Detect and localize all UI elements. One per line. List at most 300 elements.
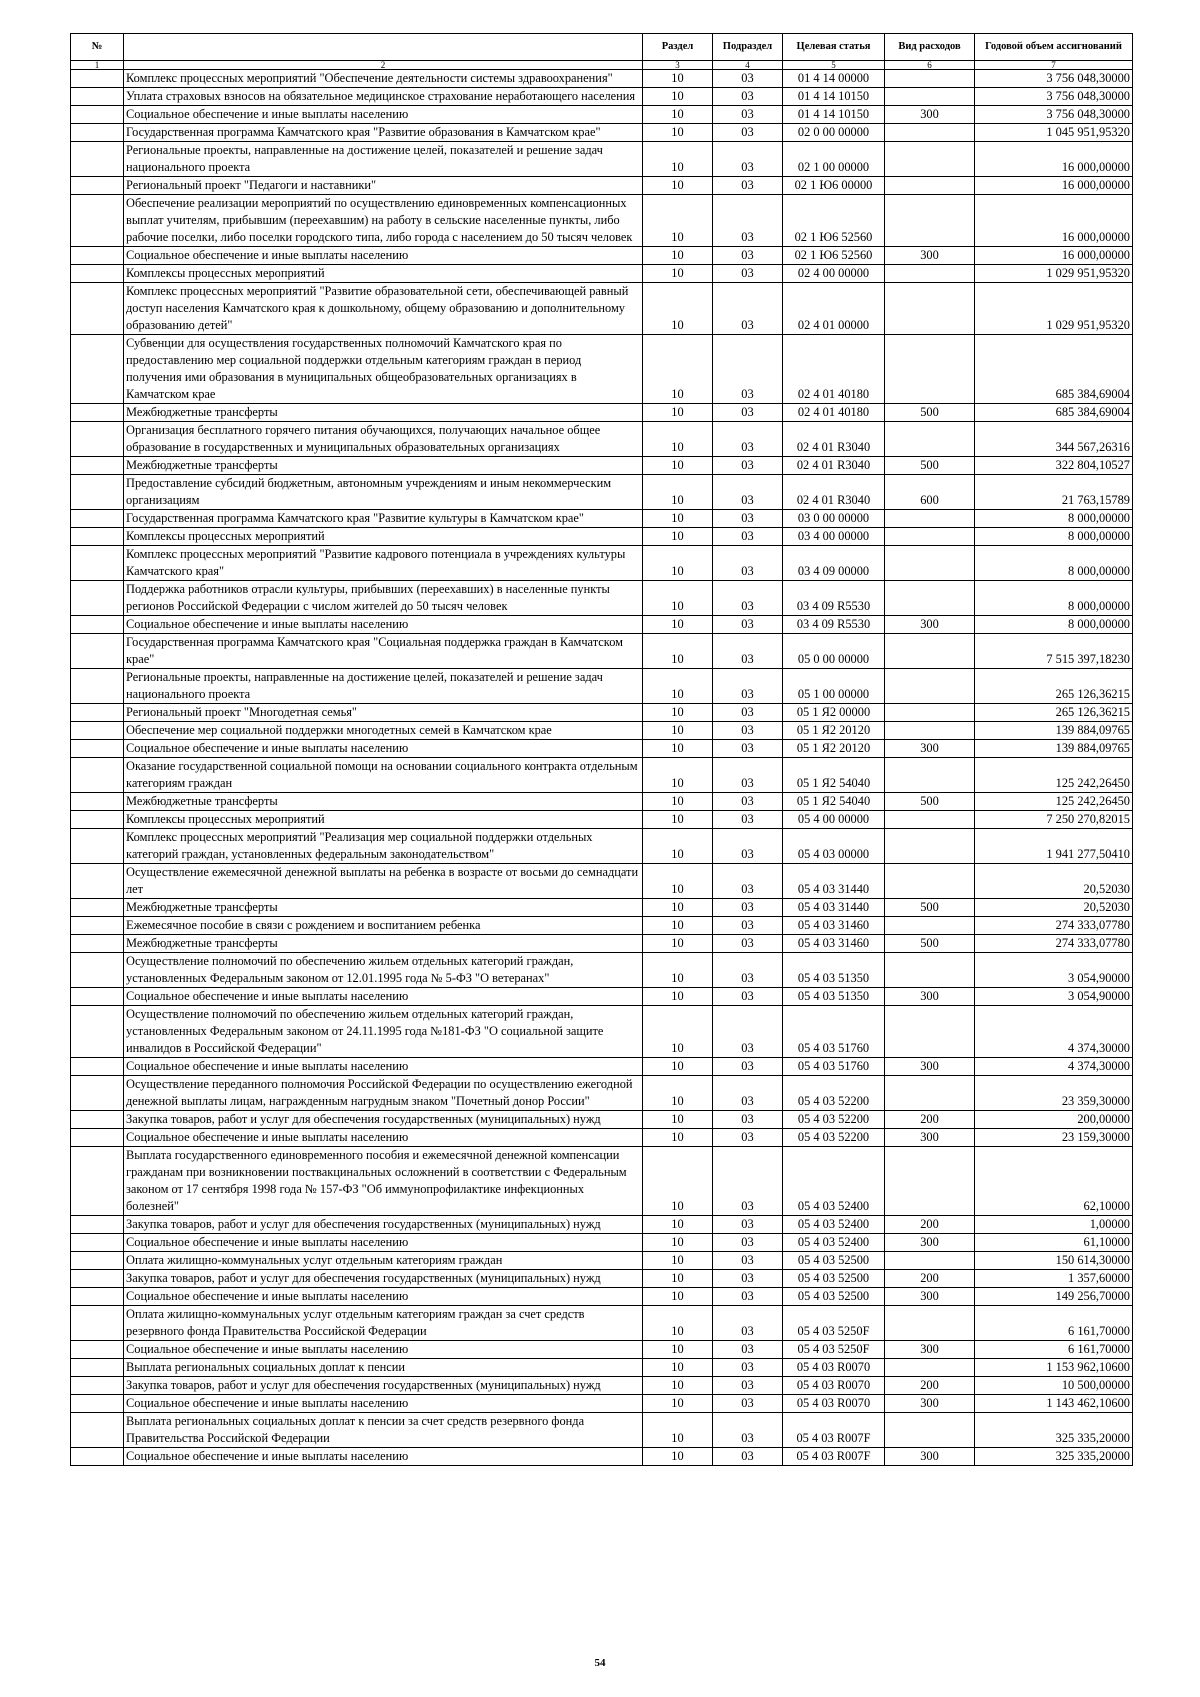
table-row xyxy=(71,988,1133,1006)
row-number-cell xyxy=(71,1234,124,1252)
row-razdel-cell: 10 xyxy=(643,758,713,793)
row-name-cell: Социальное обеспечение и иные выплаты населению xyxy=(124,616,643,634)
row-razdel-cell: 10 xyxy=(643,811,713,829)
row-razdel-cell: 10 xyxy=(643,1006,713,1058)
row-target-article-cell: 05 4 03 52500 xyxy=(783,1288,885,1306)
row-target-article-cell: 05 1 Я2 00000 xyxy=(783,704,885,722)
row-razdel-cell: 10 xyxy=(643,475,713,510)
row-target-article-cell: 01 4 14 10150 xyxy=(783,106,885,124)
row-razdel-cell: 10 xyxy=(643,510,713,528)
row-name-cell: Региональные проекты, направленные на достижение целей, показателей и решение задач национального проекта xyxy=(124,669,643,704)
row-name-cell: Социальное обеспечение и иные выплаты населению xyxy=(124,740,643,758)
row-podrazdel-cell: 03 xyxy=(713,1111,783,1129)
row-number-cell xyxy=(71,1129,124,1147)
row-podrazdel-cell: 03 xyxy=(713,1270,783,1288)
table-row xyxy=(71,265,1133,283)
row-target-article-cell: 01 4 14 00000 xyxy=(783,70,885,88)
row-target-article-cell: 05 4 03 R007F xyxy=(783,1413,885,1448)
row-amount-cell: 274 333,07780 xyxy=(975,935,1133,953)
row-expense-type-cell xyxy=(885,1252,975,1270)
row-name-cell: Обеспечение мер социальной поддержки многодетных семей в Камчатском крае xyxy=(124,722,643,740)
row-target-article-cell: 03 4 09 00000 xyxy=(783,546,885,581)
row-podrazdel-cell: 03 xyxy=(713,793,783,811)
row-number-cell xyxy=(71,704,124,722)
table-row xyxy=(71,106,1133,124)
row-number-cell xyxy=(71,917,124,935)
row-name-cell: Комплексы процессных мероприятий xyxy=(124,528,643,546)
row-target-article-cell: 02 4 01 R3040 xyxy=(783,422,885,457)
row-razdel-cell: 10 xyxy=(643,1111,713,1129)
table-row xyxy=(71,935,1133,953)
row-amount-cell: 10 500,00000 xyxy=(975,1377,1133,1395)
row-name-cell: Государственная программа Камчатского края "Социальная поддержка граждан в Камчатском крае" xyxy=(124,634,643,669)
row-expense-type-cell xyxy=(885,704,975,722)
row-name-cell: Оказание государственной социальной помощи на основании социального контракта отдельным категориям граждан xyxy=(124,758,643,793)
row-expense-type-cell xyxy=(885,283,975,335)
row-podrazdel-cell: 03 xyxy=(713,1306,783,1341)
row-podrazdel-cell: 03 xyxy=(713,1341,783,1359)
row-expense-type-cell: 300 xyxy=(885,106,975,124)
row-expense-type-cell: 300 xyxy=(885,247,975,265)
row-razdel-cell: 10 xyxy=(643,1377,713,1395)
row-amount-cell: 4 374,30000 xyxy=(975,1006,1133,1058)
row-razdel-cell: 10 xyxy=(643,1341,713,1359)
row-podrazdel-cell: 03 xyxy=(713,704,783,722)
row-expense-type-cell: 300 xyxy=(885,1129,975,1147)
header-expense-type: Вид расходов xyxy=(885,34,975,61)
row-name-cell: Закупка товаров, работ и услуг для обеспечения государственных (муниципальных) нужд xyxy=(124,1111,643,1129)
header-razdel: Раздел xyxy=(643,34,713,61)
row-expense-type-cell xyxy=(885,88,975,106)
row-target-article-cell: 02 4 01 R3040 xyxy=(783,457,885,475)
row-number-cell xyxy=(71,404,124,422)
row-name-cell: Социальное обеспечение и иные выплаты населению xyxy=(124,1341,643,1359)
table-row xyxy=(71,528,1133,546)
row-razdel-cell: 10 xyxy=(643,124,713,142)
row-razdel-cell: 10 xyxy=(643,1234,713,1252)
row-expense-type-cell: 300 xyxy=(885,1288,975,1306)
row-expense-type-cell xyxy=(885,528,975,546)
row-podrazdel-cell: 03 xyxy=(713,1448,783,1466)
row-number-cell xyxy=(71,510,124,528)
row-number-cell xyxy=(71,88,124,106)
row-expense-type-cell: 300 xyxy=(885,1448,975,1466)
row-podrazdel-cell: 03 xyxy=(713,422,783,457)
row-expense-type-cell xyxy=(885,195,975,247)
row-razdel-cell: 10 xyxy=(643,793,713,811)
row-podrazdel-cell: 03 xyxy=(713,88,783,106)
row-name-cell: Межбюджетные трансферты xyxy=(124,404,643,422)
row-razdel-cell: 10 xyxy=(643,1270,713,1288)
row-expense-type-cell xyxy=(885,1413,975,1448)
row-expense-type-cell xyxy=(885,546,975,581)
row-razdel-cell: 10 xyxy=(643,988,713,1006)
row-expense-type-cell: 200 xyxy=(885,1270,975,1288)
row-expense-type-cell xyxy=(885,581,975,616)
row-name-cell: Закупка товаров, работ и услуг для обеспечения государственных (муниципальных) нужд xyxy=(124,1377,643,1395)
row-razdel-cell: 10 xyxy=(643,1252,713,1270)
row-expense-type-cell xyxy=(885,265,975,283)
table-row xyxy=(71,581,1133,616)
table-row xyxy=(71,1076,1133,1111)
row-razdel-cell: 10 xyxy=(643,528,713,546)
row-amount-cell: 1 153 962,10600 xyxy=(975,1359,1133,1377)
table-row xyxy=(71,953,1133,988)
row-target-article-cell: 05 4 03 R007F xyxy=(783,1448,885,1466)
row-expense-type-cell xyxy=(885,1076,975,1111)
column-number: 2 xyxy=(124,61,643,70)
row-expense-type-cell: 500 xyxy=(885,457,975,475)
row-podrazdel-cell: 03 xyxy=(713,1216,783,1234)
column-number: 4 xyxy=(713,61,783,70)
row-podrazdel-cell: 03 xyxy=(713,1377,783,1395)
row-target-article-cell: 02 4 00 00000 xyxy=(783,265,885,283)
row-target-article-cell: 02 1 Ю6 52560 xyxy=(783,195,885,247)
row-expense-type-cell xyxy=(885,1006,975,1058)
row-number-cell xyxy=(71,142,124,177)
row-expense-type-cell: 300 xyxy=(885,1341,975,1359)
row-name-cell: Закупка товаров, работ и услуг для обеспечения государственных (муниципальных) нужд xyxy=(124,1216,643,1234)
row-number-cell xyxy=(71,546,124,581)
row-razdel-cell: 10 xyxy=(643,740,713,758)
row-target-article-cell: 02 1 00 00000 xyxy=(783,142,885,177)
table-row xyxy=(71,899,1133,917)
row-name-cell: Осуществление полномочий по обеспечению жильем отдельных категорий граждан, установленных Федеральным законом от 12.01.1995 года № 5-ФЗ "О ветеранах" xyxy=(124,953,643,988)
row-expense-type-cell xyxy=(885,634,975,669)
row-number-cell xyxy=(71,70,124,88)
row-podrazdel-cell: 03 xyxy=(713,510,783,528)
row-razdel-cell: 10 xyxy=(643,953,713,988)
row-expense-type-cell xyxy=(885,142,975,177)
row-expense-type-cell: 300 xyxy=(885,988,975,1006)
table-row xyxy=(71,1129,1133,1147)
row-expense-type-cell xyxy=(885,829,975,864)
row-number-cell xyxy=(71,528,124,546)
row-podrazdel-cell: 03 xyxy=(713,546,783,581)
row-number-cell xyxy=(71,195,124,247)
row-target-article-cell: 05 4 03 52400 xyxy=(783,1147,885,1216)
header-name xyxy=(124,34,643,61)
row-razdel-cell: 10 xyxy=(643,283,713,335)
row-podrazdel-cell: 03 xyxy=(713,1058,783,1076)
row-amount-cell: 325 335,20000 xyxy=(975,1448,1133,1466)
row-target-article-cell: 05 4 03 52200 xyxy=(783,1129,885,1147)
row-podrazdel-cell: 03 xyxy=(713,265,783,283)
table-row xyxy=(71,704,1133,722)
row-razdel-cell: 10 xyxy=(643,1448,713,1466)
row-razdel-cell: 10 xyxy=(643,829,713,864)
row-podrazdel-cell: 03 xyxy=(713,1147,783,1216)
row-expense-type-cell: 200 xyxy=(885,1216,975,1234)
row-number-cell xyxy=(71,1058,124,1076)
table-row xyxy=(71,669,1133,704)
row-podrazdel-cell: 03 xyxy=(713,195,783,247)
row-number-cell xyxy=(71,1076,124,1111)
table-row xyxy=(71,740,1133,758)
row-amount-cell: 20,52030 xyxy=(975,899,1133,917)
row-podrazdel-cell: 03 xyxy=(713,1288,783,1306)
row-number-cell xyxy=(71,265,124,283)
row-amount-cell: 7 250 270,82015 xyxy=(975,811,1133,829)
row-name-cell: Комплексы процессных мероприятий xyxy=(124,811,643,829)
row-number-cell xyxy=(71,1395,124,1413)
table-row xyxy=(71,1306,1133,1341)
row-target-article-cell: 05 0 00 00000 xyxy=(783,634,885,669)
row-podrazdel-cell: 03 xyxy=(713,740,783,758)
row-amount-cell: 1 357,60000 xyxy=(975,1270,1133,1288)
table-row xyxy=(71,283,1133,335)
row-name-cell: Комплекс процессных мероприятий "Обеспечение деятельности системы здравоохранения" xyxy=(124,70,643,88)
table-row xyxy=(71,510,1133,528)
row-number-cell xyxy=(71,1306,124,1341)
row-amount-cell: 125 242,26450 xyxy=(975,793,1133,811)
row-podrazdel-cell: 03 xyxy=(713,142,783,177)
row-amount-cell: 125 242,26450 xyxy=(975,758,1133,793)
row-amount-cell: 325 335,20000 xyxy=(975,1413,1133,1448)
row-amount-cell: 149 256,70000 xyxy=(975,1288,1133,1306)
row-name-cell: Субвенции для осуществления государственных полномочий Камчатского края по предоставлению мер социальной поддержки отдельным категориям граждан в период получения ими образования в муниципальных общеобразовательных организациях в Камчатском крае xyxy=(124,335,643,404)
column-number: 5 xyxy=(783,61,885,70)
row-expense-type-cell xyxy=(885,669,975,704)
row-target-article-cell: 05 1 Я2 54040 xyxy=(783,793,885,811)
row-amount-cell: 265 126,36215 xyxy=(975,669,1133,704)
row-amount-cell: 3 756 048,30000 xyxy=(975,88,1133,106)
row-name-cell: Выплата региональных социальных доплат к пенсии за счет средств резервного фонда Правительства Российской Федерации xyxy=(124,1413,643,1448)
row-name-cell: Социальное обеспечение и иные выплаты населению xyxy=(124,1129,643,1147)
row-amount-cell: 200,00000 xyxy=(975,1111,1133,1129)
budget-allocation-table xyxy=(70,33,1133,1466)
header-annual-volume: Годовой объем ассигнований xyxy=(975,34,1133,61)
row-amount-cell: 265 126,36215 xyxy=(975,704,1133,722)
table-row xyxy=(71,758,1133,793)
row-number-cell xyxy=(71,793,124,811)
row-number-cell xyxy=(71,475,124,510)
row-target-article-cell: 05 4 03 52400 xyxy=(783,1216,885,1234)
row-target-article-cell: 05 4 03 31460 xyxy=(783,917,885,935)
row-target-article-cell: 05 4 03 52500 xyxy=(783,1252,885,1270)
row-name-cell: Государственная программа Камчатского края "Развитие культуры в Камчатском крае" xyxy=(124,510,643,528)
row-number-cell xyxy=(71,335,124,404)
row-razdel-cell: 10 xyxy=(643,177,713,195)
row-expense-type-cell xyxy=(885,124,975,142)
row-number-cell xyxy=(71,422,124,457)
header-number: № xyxy=(71,34,124,61)
row-name-cell: Социальное обеспечение и иные выплаты населению xyxy=(124,1395,643,1413)
row-number-cell xyxy=(71,1111,124,1129)
row-amount-cell: 274 333,07780 xyxy=(975,917,1133,935)
row-number-cell xyxy=(71,1413,124,1448)
column-number: 3 xyxy=(643,61,713,70)
row-podrazdel-cell: 03 xyxy=(713,1129,783,1147)
row-podrazdel-cell: 03 xyxy=(713,70,783,88)
header-podrazdel: Подраздел xyxy=(713,34,783,61)
table-row xyxy=(71,616,1133,634)
row-amount-cell: 6 161,70000 xyxy=(975,1341,1133,1359)
row-razdel-cell: 10 xyxy=(643,70,713,88)
row-target-article-cell: 05 4 03 5250F xyxy=(783,1306,885,1341)
row-number-cell xyxy=(71,1216,124,1234)
row-amount-cell: 322 804,10527 xyxy=(975,457,1133,475)
row-razdel-cell: 10 xyxy=(643,1359,713,1377)
row-number-cell xyxy=(71,1341,124,1359)
row-razdel-cell: 10 xyxy=(643,935,713,953)
row-amount-cell: 685 384,69004 xyxy=(975,335,1133,404)
row-target-article-cell: 05 4 03 R0070 xyxy=(783,1359,885,1377)
row-amount-cell: 6 161,70000 xyxy=(975,1306,1133,1341)
row-number-cell xyxy=(71,1288,124,1306)
header-target-article: Целевая статья xyxy=(783,34,885,61)
row-podrazdel-cell: 03 xyxy=(713,917,783,935)
row-number-cell xyxy=(71,988,124,1006)
row-number-cell xyxy=(71,864,124,899)
row-expense-type-cell xyxy=(885,177,975,195)
row-razdel-cell: 10 xyxy=(643,917,713,935)
row-expense-type-cell xyxy=(885,70,975,88)
row-name-cell: Ежемесячное пособие в связи с рождением и воспитанием ребенка xyxy=(124,917,643,935)
row-number-cell xyxy=(71,457,124,475)
row-name-cell: Поддержка работников отрасли культуры, прибывших (переехавших) в населенные пункты регионов Российской Федерации с числом жителей до 50 тысяч человек xyxy=(124,581,643,616)
row-amount-cell: 3 054,90000 xyxy=(975,953,1133,988)
row-amount-cell: 23 159,30000 xyxy=(975,1129,1133,1147)
row-name-cell: Закупка товаров, работ и услуг для обеспечения государственных (муниципальных) нужд xyxy=(124,1270,643,1288)
row-name-cell: Комплексы процессных мероприятий xyxy=(124,265,643,283)
row-number-cell xyxy=(71,1147,124,1216)
row-name-cell: Осуществление ежемесячной денежной выплаты на ребенка в возрасте от восьми до семнадцати лет xyxy=(124,864,643,899)
row-podrazdel-cell: 03 xyxy=(713,1395,783,1413)
row-razdel-cell: 10 xyxy=(643,546,713,581)
table-row xyxy=(71,247,1133,265)
table-row xyxy=(71,404,1133,422)
row-target-article-cell: 03 4 09 R5530 xyxy=(783,581,885,616)
row-razdel-cell: 10 xyxy=(643,1216,713,1234)
row-number-cell xyxy=(71,1252,124,1270)
row-expense-type-cell: 500 xyxy=(885,793,975,811)
row-amount-cell: 1,00000 xyxy=(975,1216,1133,1234)
table-body xyxy=(71,70,1133,1466)
row-target-article-cell: 02 1 Ю6 00000 xyxy=(783,177,885,195)
row-razdel-cell: 10 xyxy=(643,1076,713,1111)
row-target-article-cell: 02 4 01 40180 xyxy=(783,335,885,404)
table-row xyxy=(71,335,1133,404)
row-razdel-cell: 10 xyxy=(643,722,713,740)
row-number-cell xyxy=(71,740,124,758)
row-podrazdel-cell: 03 xyxy=(713,283,783,335)
row-podrazdel-cell: 03 xyxy=(713,722,783,740)
row-target-article-cell: 05 4 03 31460 xyxy=(783,935,885,953)
row-name-cell: Оплата жилищно-коммунальных услуг отдельным категориям граждан xyxy=(124,1252,643,1270)
row-target-article-cell: 05 4 03 52500 xyxy=(783,1270,885,1288)
row-razdel-cell: 10 xyxy=(643,669,713,704)
row-target-article-cell: 03 0 00 00000 xyxy=(783,510,885,528)
row-expense-type-cell: 300 xyxy=(885,1234,975,1252)
row-name-cell: Социальное обеспечение и иные выплаты населению xyxy=(124,1058,643,1076)
row-number-cell xyxy=(71,811,124,829)
table-row xyxy=(71,142,1133,177)
table-row xyxy=(71,1413,1133,1448)
row-target-article-cell: 02 0 00 00000 xyxy=(783,124,885,142)
row-name-cell: Государственная программа Камчатского края "Развитие образования в Камчатском крае" xyxy=(124,124,643,142)
row-amount-cell: 1 045 951,95320 xyxy=(975,124,1133,142)
row-target-article-cell: 05 1 Я2 54040 xyxy=(783,758,885,793)
row-name-cell: Социальное обеспечение и иные выплаты населению xyxy=(124,106,643,124)
row-name-cell: Межбюджетные трансферты xyxy=(124,793,643,811)
table-row xyxy=(71,634,1133,669)
row-amount-cell: 685 384,69004 xyxy=(975,404,1133,422)
row-amount-cell: 1 143 462,10600 xyxy=(975,1395,1133,1413)
row-amount-cell: 16 000,00000 xyxy=(975,247,1133,265)
row-expense-type-cell xyxy=(885,917,975,935)
table-row xyxy=(71,793,1133,811)
table-row xyxy=(71,1288,1133,1306)
row-number-cell xyxy=(71,722,124,740)
row-podrazdel-cell: 03 xyxy=(713,864,783,899)
row-podrazdel-cell: 03 xyxy=(713,404,783,422)
row-expense-type-cell xyxy=(885,758,975,793)
row-amount-cell: 1 029 951,95320 xyxy=(975,265,1133,283)
row-name-cell: Осуществление полномочий по обеспечению жильем отдельных категорий граждан, установленных Федеральным законом от 24.11.1995 года №181-ФЗ "О социальной защите инвалидов в Российской Федерации" xyxy=(124,1006,643,1058)
row-razdel-cell: 10 xyxy=(643,864,713,899)
row-number-cell xyxy=(71,247,124,265)
row-amount-cell: 62,10000 xyxy=(975,1147,1133,1216)
row-expense-type-cell xyxy=(885,510,975,528)
row-podrazdel-cell: 03 xyxy=(713,335,783,404)
table-row xyxy=(71,722,1133,740)
row-razdel-cell: 10 xyxy=(643,704,713,722)
row-name-cell: Комплекс процессных мероприятий "Реализация мер социальной поддержки отдельных категорий граждан, установленных федеральным законодательством" xyxy=(124,829,643,864)
row-amount-cell: 20,52030 xyxy=(975,864,1133,899)
row-podrazdel-cell: 03 xyxy=(713,1413,783,1448)
row-target-article-cell: 05 4 03 31440 xyxy=(783,864,885,899)
row-razdel-cell: 10 xyxy=(643,1147,713,1216)
row-podrazdel-cell: 03 xyxy=(713,616,783,634)
row-target-article-cell: 02 4 01 00000 xyxy=(783,283,885,335)
row-expense-type-cell xyxy=(885,1306,975,1341)
row-number-cell xyxy=(71,106,124,124)
row-podrazdel-cell: 03 xyxy=(713,1234,783,1252)
row-razdel-cell: 10 xyxy=(643,616,713,634)
table-row xyxy=(71,195,1133,247)
row-target-article-cell: 05 4 03 52200 xyxy=(783,1111,885,1129)
row-number-cell xyxy=(71,953,124,988)
row-podrazdel-cell: 03 xyxy=(713,829,783,864)
row-podrazdel-cell: 03 xyxy=(713,457,783,475)
table-row xyxy=(71,1111,1133,1129)
table-row xyxy=(71,1147,1133,1216)
row-amount-cell: 16 000,00000 xyxy=(975,142,1133,177)
table-row xyxy=(71,1341,1133,1359)
row-podrazdel-cell: 03 xyxy=(713,177,783,195)
row-amount-cell: 8 000,00000 xyxy=(975,510,1133,528)
row-amount-cell: 3 054,90000 xyxy=(975,988,1133,1006)
row-target-article-cell: 05 4 00 00000 xyxy=(783,811,885,829)
row-amount-cell: 8 000,00000 xyxy=(975,528,1133,546)
row-podrazdel-cell: 03 xyxy=(713,669,783,704)
table-row xyxy=(71,811,1133,829)
row-number-cell xyxy=(71,829,124,864)
row-expense-type-cell: 500 xyxy=(885,935,975,953)
table-row xyxy=(71,1006,1133,1058)
table-row xyxy=(71,546,1133,581)
row-amount-cell: 3 756 048,30000 xyxy=(975,106,1133,124)
row-amount-cell: 7 515 397,18230 xyxy=(975,634,1133,669)
row-amount-cell: 8 000,00000 xyxy=(975,546,1133,581)
row-target-article-cell: 05 4 03 52200 xyxy=(783,1076,885,1111)
row-razdel-cell: 10 xyxy=(643,88,713,106)
row-target-article-cell: 02 4 01 40180 xyxy=(783,404,885,422)
row-podrazdel-cell: 03 xyxy=(713,1252,783,1270)
row-podrazdel-cell: 03 xyxy=(713,247,783,265)
row-target-article-cell: 05 4 03 00000 xyxy=(783,829,885,864)
